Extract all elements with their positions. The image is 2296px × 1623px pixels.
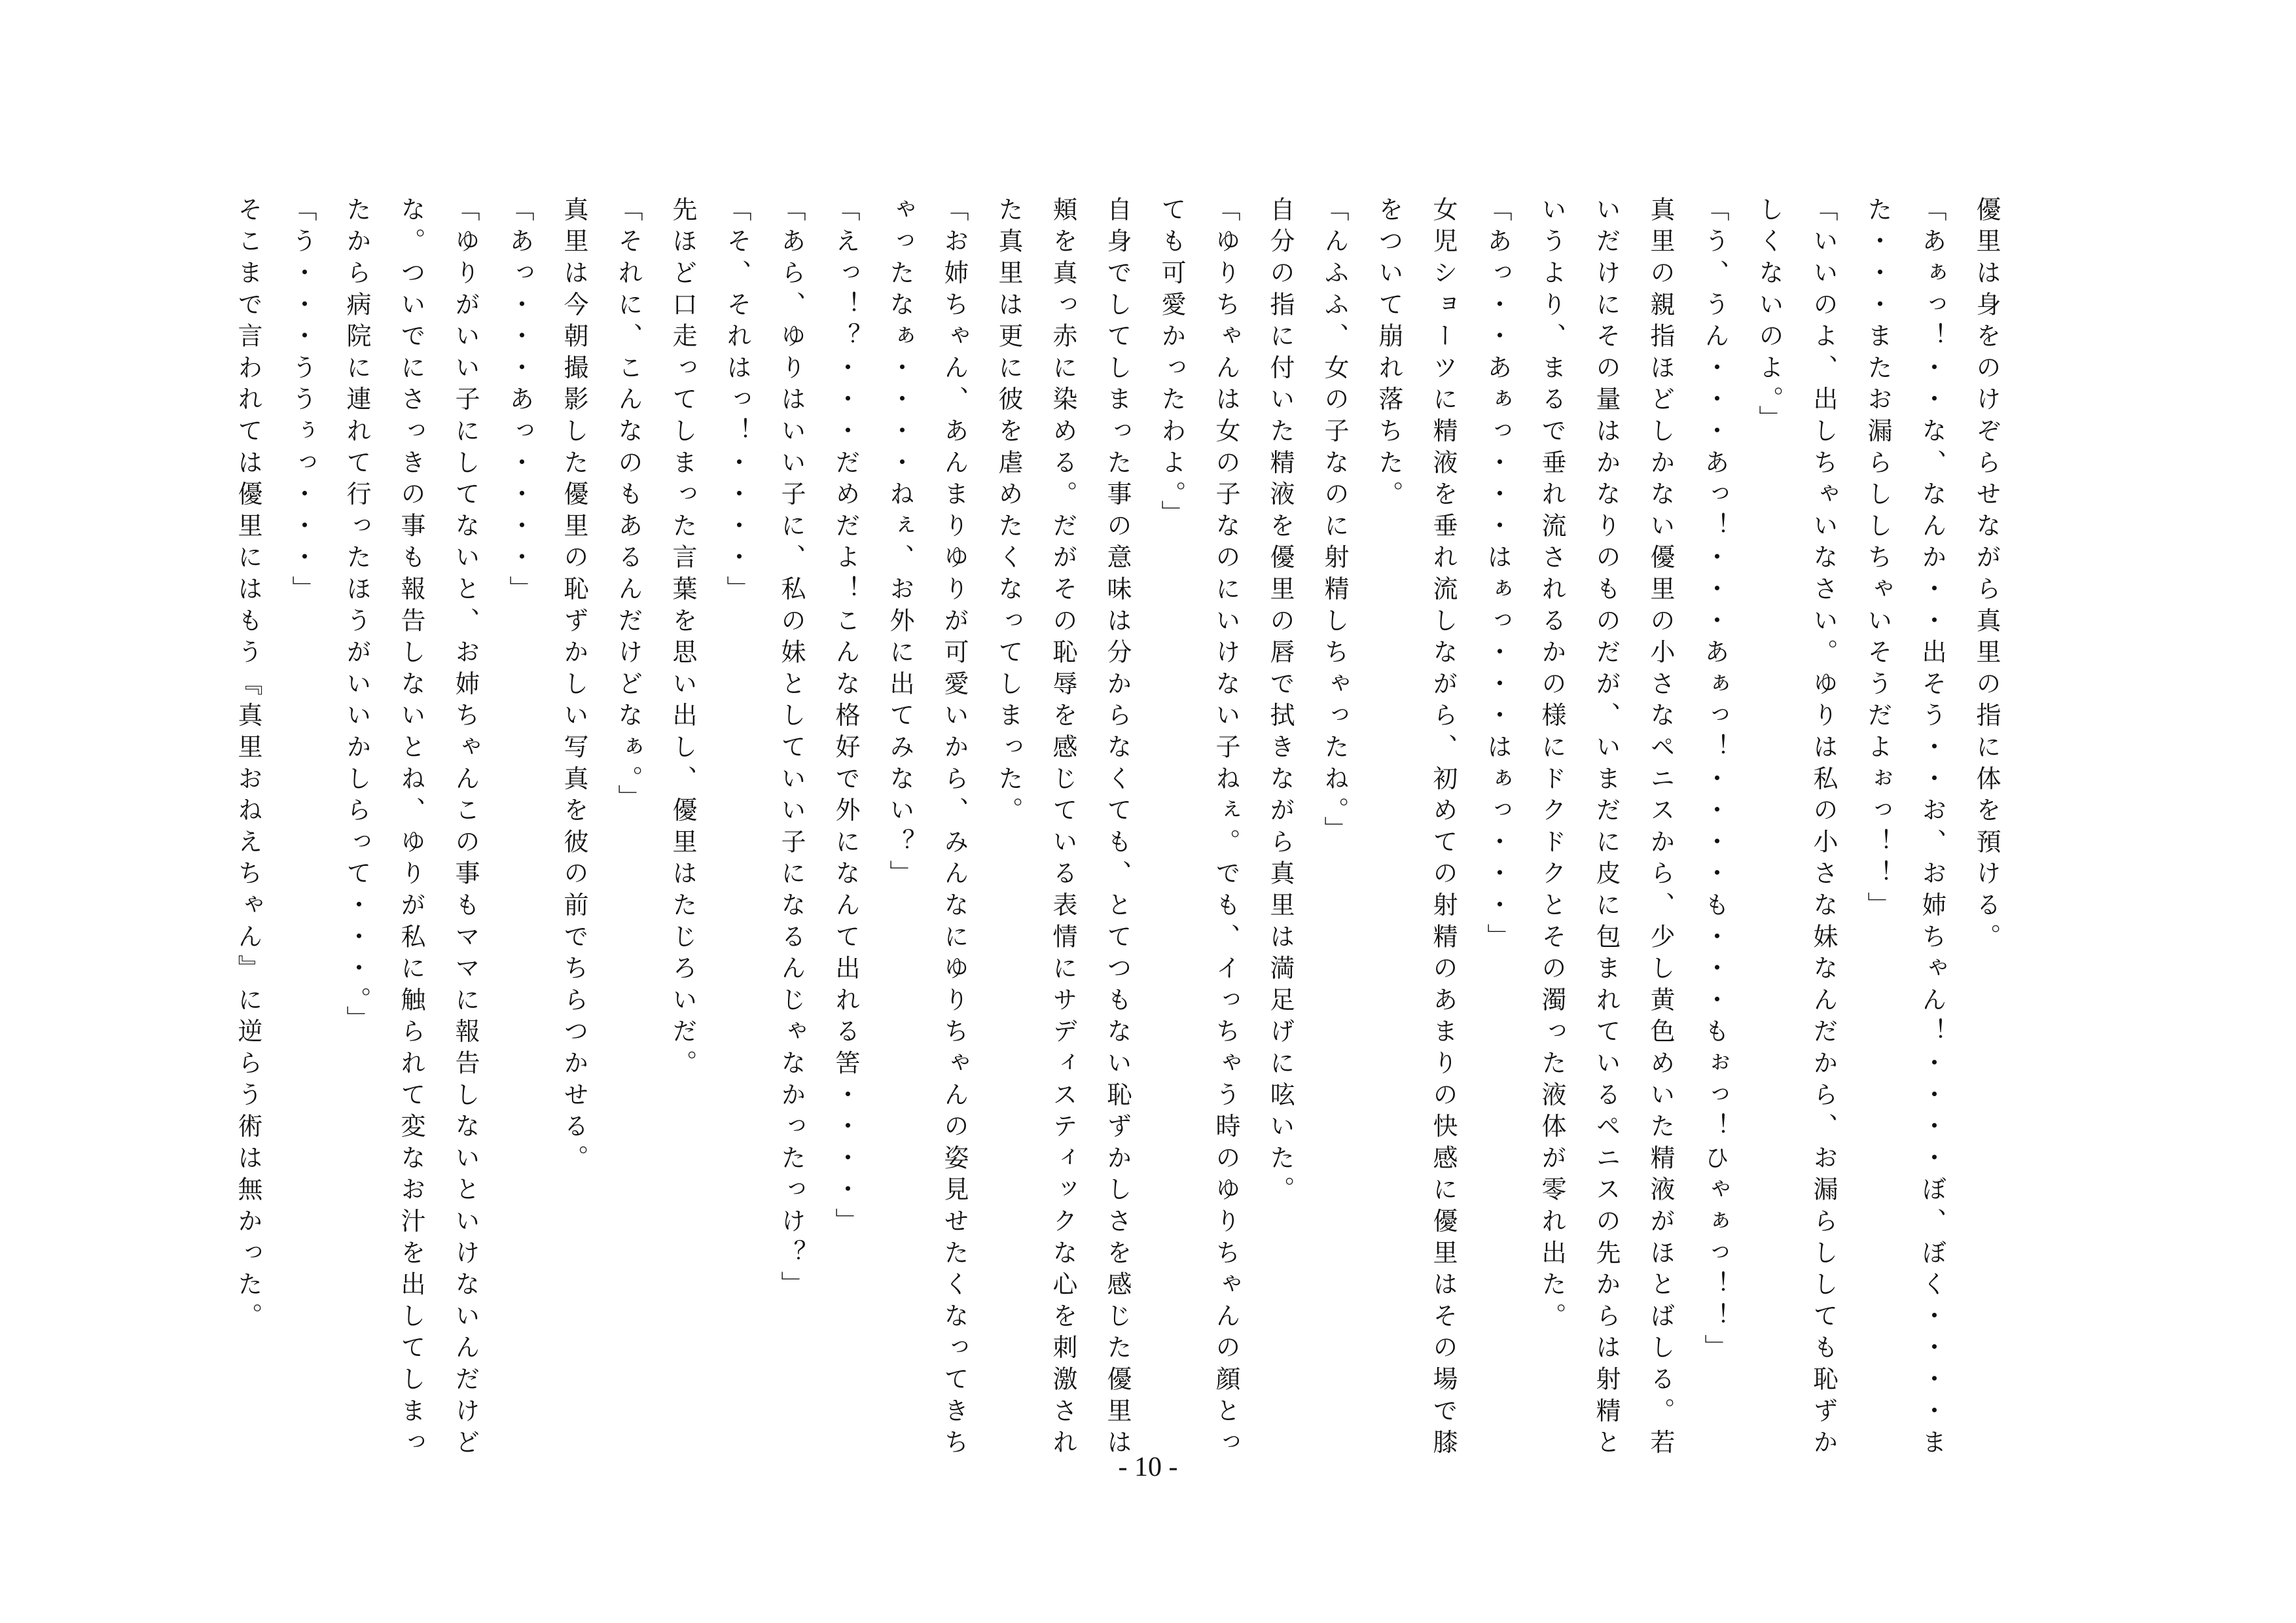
paragraph: 「あっ・・あぁっ・・・はぁっ・・・はぁっ・・・」	[1483, 196, 1512, 955]
paragraph: 「あぁっ！・・な、なんか・・出そう・・お、お姉ちゃん！・・・・ぼ、ぼく・・・・また・・・またお漏らししちゃいそうだよぉっ！！」	[1863, 196, 1946, 1461]
paragraph: 自分の指に付いた精液を優里の唇で拭きながら真里は満足げに呟いた。	[1266, 196, 1295, 1208]
paragraph: 「えっ！？・・・だめだよ！こんな格好で外になんて出れる筈・・・・」	[831, 196, 860, 1240]
paragraph: 「う、うん・・・あっ！・・・あぁっ！・・・・も・・・もぉっ！ひゃぁっ！！」	[1700, 196, 1729, 1366]
paragraph: 真里は今朝撮影した優里の恥ずかしい写真を彼の前でちらつかせる。	[560, 196, 588, 1177]
paragraph: 「いいのよ、出しちゃいなさい。ゆりは私の小さな妹なんだから、お漏らししても恥ずかしくないのよ。」	[1755, 196, 1838, 1461]
vertical-text-body	[17, 196, 2013, 1466]
page-number: - 10 -	[1118, 1452, 1178, 1482]
paragraph: 「う・・・ううぅっ・・・」	[288, 196, 317, 607]
paragraph: 自身でしてしまった事の意味は分からなくても、とてつもない恥ずかしさを感じた優里は頬を真っ赤に染める。だがその恥辱を感じている表情にサディスティックな心を刺激された真里は更に彼を虐めたくなってしまった。	[994, 196, 1132, 1461]
paragraph: 「あら、ゆりはいい子に、私の妹としていい子になるんじゃなかったっけ？」	[777, 196, 806, 1303]
paragraph: 「そ、それはっ！・・・・」	[723, 196, 751, 607]
paragraph: 「んふふ、女の子なのに射精しちゃったね。」	[1320, 196, 1349, 848]
paragraph: そこまで言われては優里にはもう『真里おねえちゃん』に逆らう術は無かった。	[234, 196, 262, 1334]
paragraph: 優里は身をのけぞらせながら真里の指に体を預ける。	[1972, 196, 2001, 955]
paragraph: 真里の親指ほどしかない優里の小さなペニスから、少し黄色めいた精液がほとばしる。若いだけにその量はかなりのものだが、いまだに皮に包まれているペニスの先からは射精というより、まるで垂れ流されるかの様にドクドクとその濁った液体が零れ出た。	[1537, 196, 1675, 1461]
paragraph: 「ゆりちゃんは女の子なのにいけない子ねぇ。でも、イっちゃう時のゆりちゃんの顔とっても可愛かったわよ。」	[1157, 196, 1240, 1461]
paragraph: 「お姉ちゃん、あんまりゆりが可愛いから、みんなにゆりちゃんの姿見せたくなってきちゃったなぁ・・・・ねぇ、お外に出てみない？」	[886, 196, 969, 1461]
paragraph: 女児ショーツに精液を垂れ流しながら、初めての射精のあまりの快感に優里はその場で膝をついて崩れ落ちた。	[1374, 196, 1458, 1461]
paragraph: 「それに、こんなのもあるんだけどなぁ。」	[614, 196, 643, 816]
paragraph: 「あっ・・・あっ・・・・」	[505, 196, 534, 607]
paragraph: 「ゆりがいい子にしてないと、お姉ちゃんこの事もママに報告しないといけないんだけどな。ついでにさっきの事も報告しないとね、ゆりが私に触られて変なお汁を出してしまったから病院に連れて行ったほうがいいかしらって・・・。」	[342, 196, 480, 1461]
paragraph: 先ほど口走ってしまった言葉を思い出し、優里はたじろいだ。	[668, 196, 697, 1082]
